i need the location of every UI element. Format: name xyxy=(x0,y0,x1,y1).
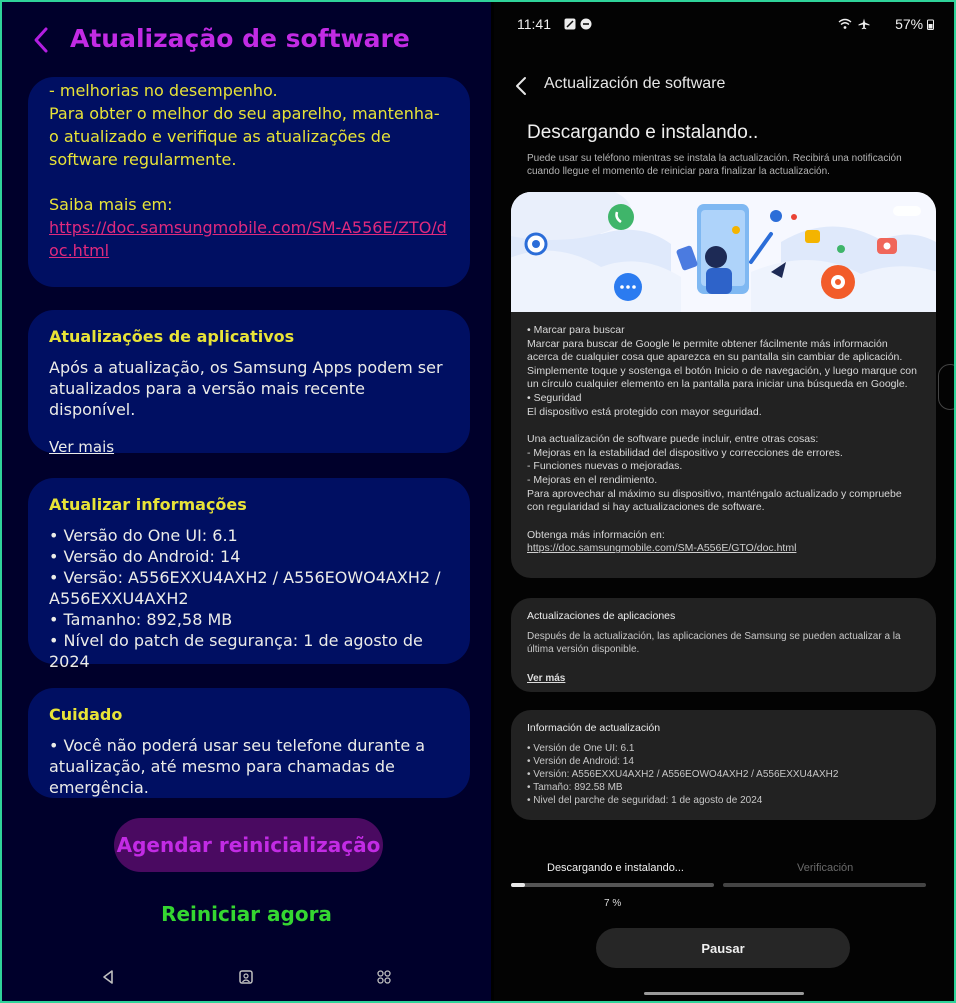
progress-percent: 7 % xyxy=(604,898,622,909)
info-item: • Versão: A556EXXU4AXH2 / A556EOWO4AXH2 / A556EXXU4AXH2 xyxy=(49,568,441,608)
info-item: • Versión de One UI: 6.1 xyxy=(527,743,635,754)
left-phone-screen xyxy=(2,2,491,1001)
app-updates-heading: Actualizaciones de aplicaciones xyxy=(527,610,676,622)
navigation-bar xyxy=(2,963,491,993)
notes-bullet: - Mejoras en el rendimiento. xyxy=(527,473,658,486)
battery-icon xyxy=(927,19,934,30)
airplane-mode-icon xyxy=(858,18,870,30)
info-item: • Versão do Android: 14 xyxy=(49,547,241,566)
restart-now-button[interactable]: Reiniciar agora xyxy=(161,902,332,926)
caution-heading: Cuidado xyxy=(49,705,123,724)
home-nav-icon[interactable] xyxy=(238,969,254,985)
update-info-heading: Atualizar informações xyxy=(49,495,247,514)
info-item: • Tamaño: 892.58 MB xyxy=(527,782,623,793)
install-heading: Descargando e instalando.. xyxy=(527,122,759,143)
install-subtitle: Puede usar su teléfono mientras se instala la actualización. Recibirá una notificación cuando llegue el momento de reiniciar para finalizar la actualización. xyxy=(527,153,902,177)
app-updates-body: Após a atualização, os Samsung Apps podem ser atualizados para a versão mais recente disponível. xyxy=(49,358,443,419)
illustration-banner xyxy=(511,192,936,312)
caution-body: • Você não poderá usar seu telefone durante a atualização, até mesmo para chamadas de emergência. xyxy=(49,736,426,797)
release-notes-card xyxy=(28,77,470,287)
back-arrow-icon[interactable] xyxy=(30,26,54,54)
right-phone-screen xyxy=(494,2,954,1001)
page-title: Actualización de software xyxy=(544,75,726,92)
verification-progress-bar xyxy=(723,883,926,887)
app-updates-body: Después de la actualización, las aplicaciones de Samsung se pueden actualizar a la última versión disponible. xyxy=(527,631,901,655)
do-not-disturb-icon xyxy=(580,18,592,30)
notes-advice: Para aprovechar al máximo su dispositivo, manténgalo actualizado y compruebe con regularidad si hay actualizaciones de software. xyxy=(527,487,902,514)
notes-advice: Para obter o melhor do seu aparelho, mantenha-o atualizado e verifique as atualizações de software regularmente. xyxy=(49,104,440,169)
status-time: 11:41 xyxy=(517,16,551,32)
info-item: • Versão do One UI: 6.1 xyxy=(49,526,238,545)
battery-percent: 57% xyxy=(895,16,924,32)
doc-link[interactable]: https://doc.samsungmobile.com/SM-A556E/ZTO/doc.html xyxy=(49,218,447,260)
info-item: • Versión de Android: 14 xyxy=(527,756,634,767)
notes-line: • Marcar para buscar xyxy=(527,324,625,336)
see-more-link[interactable]: Ver más xyxy=(527,673,566,684)
step-verification-label: Verificación xyxy=(797,862,854,874)
gesture-handle[interactable] xyxy=(644,992,804,995)
update-info-card xyxy=(511,710,936,820)
page-title: Atualização de software xyxy=(70,24,410,53)
pause-button[interactable]: Pausar xyxy=(596,928,850,968)
screenshot-icon xyxy=(564,18,576,30)
notes-intro: Una actualización de software puede incluir, entre otras cosas: xyxy=(527,433,819,446)
back-nav-icon[interactable] xyxy=(100,969,116,985)
update-info-card xyxy=(28,478,470,671)
schedule-restart-button[interactable]: Agendar reinicialização xyxy=(114,818,383,872)
info-item: • Nivel del parche de seguridad: 1 de agosto de 2024 xyxy=(527,795,763,806)
update-illustration xyxy=(511,192,936,312)
download-progress-fill xyxy=(511,883,525,887)
back-arrow-icon[interactable] xyxy=(514,75,528,97)
wifi-icon xyxy=(838,18,852,30)
info-item: • Tamanho: 892,58 MB xyxy=(49,610,233,629)
more-info-label: Saiba mais em: xyxy=(49,195,173,214)
notes-bullet: - Mejoras en la estabilidad del dispositivo y correcciones de errores. xyxy=(527,446,843,459)
notes-bullet: - Funciones nuevas o mejoradas. xyxy=(527,460,683,473)
download-progress-bar xyxy=(511,883,714,887)
more-info-label: Obtenga más información en: xyxy=(527,528,665,541)
notes-line: • Seguridad xyxy=(527,391,582,404)
app-updates-card xyxy=(511,598,936,692)
caution-card xyxy=(28,688,470,798)
release-notes-card xyxy=(511,192,936,578)
info-item: • Nível do patch de segurança: 1 de agosto de 2024 xyxy=(49,631,423,671)
notes-line: El dispositivo está protegido con mayor seguridad. xyxy=(527,405,762,418)
notes-line: Marcar para buscar de Google le permite obtener fácilmente más información acerca de cualquier cosa que aparezca en su pantalla sin cambiar de aplicación. Simplemente toque y sostenga el botón Inicio o de navegación, y luego marque con un círculo cualquier elemento en la pantalla para iniciar una búsqueda en Google. xyxy=(527,337,917,391)
status-bar xyxy=(517,16,934,36)
step-downloading-label: Descargando e instalando... xyxy=(547,862,684,874)
doc-link[interactable]: https://doc.samsungmobile.com/SM-A556E/GTO/doc.html xyxy=(527,542,797,555)
edge-panel-handle[interactable] xyxy=(938,364,954,410)
notes-line: - melhorias no desempenho. xyxy=(49,81,278,100)
info-item: • Versión: A556EXXU4AXH2 / A556EOWO4AXH2 / A556EXXU4AXH2 xyxy=(527,769,839,780)
app-updates-card xyxy=(28,310,470,456)
recents-nav-icon[interactable] xyxy=(376,969,392,985)
see-more-link[interactable]: Ver mais xyxy=(49,438,115,456)
app-updates-heading: Atualizações de aplicativos xyxy=(49,327,295,346)
update-info-heading: Información de actualización xyxy=(527,722,661,734)
